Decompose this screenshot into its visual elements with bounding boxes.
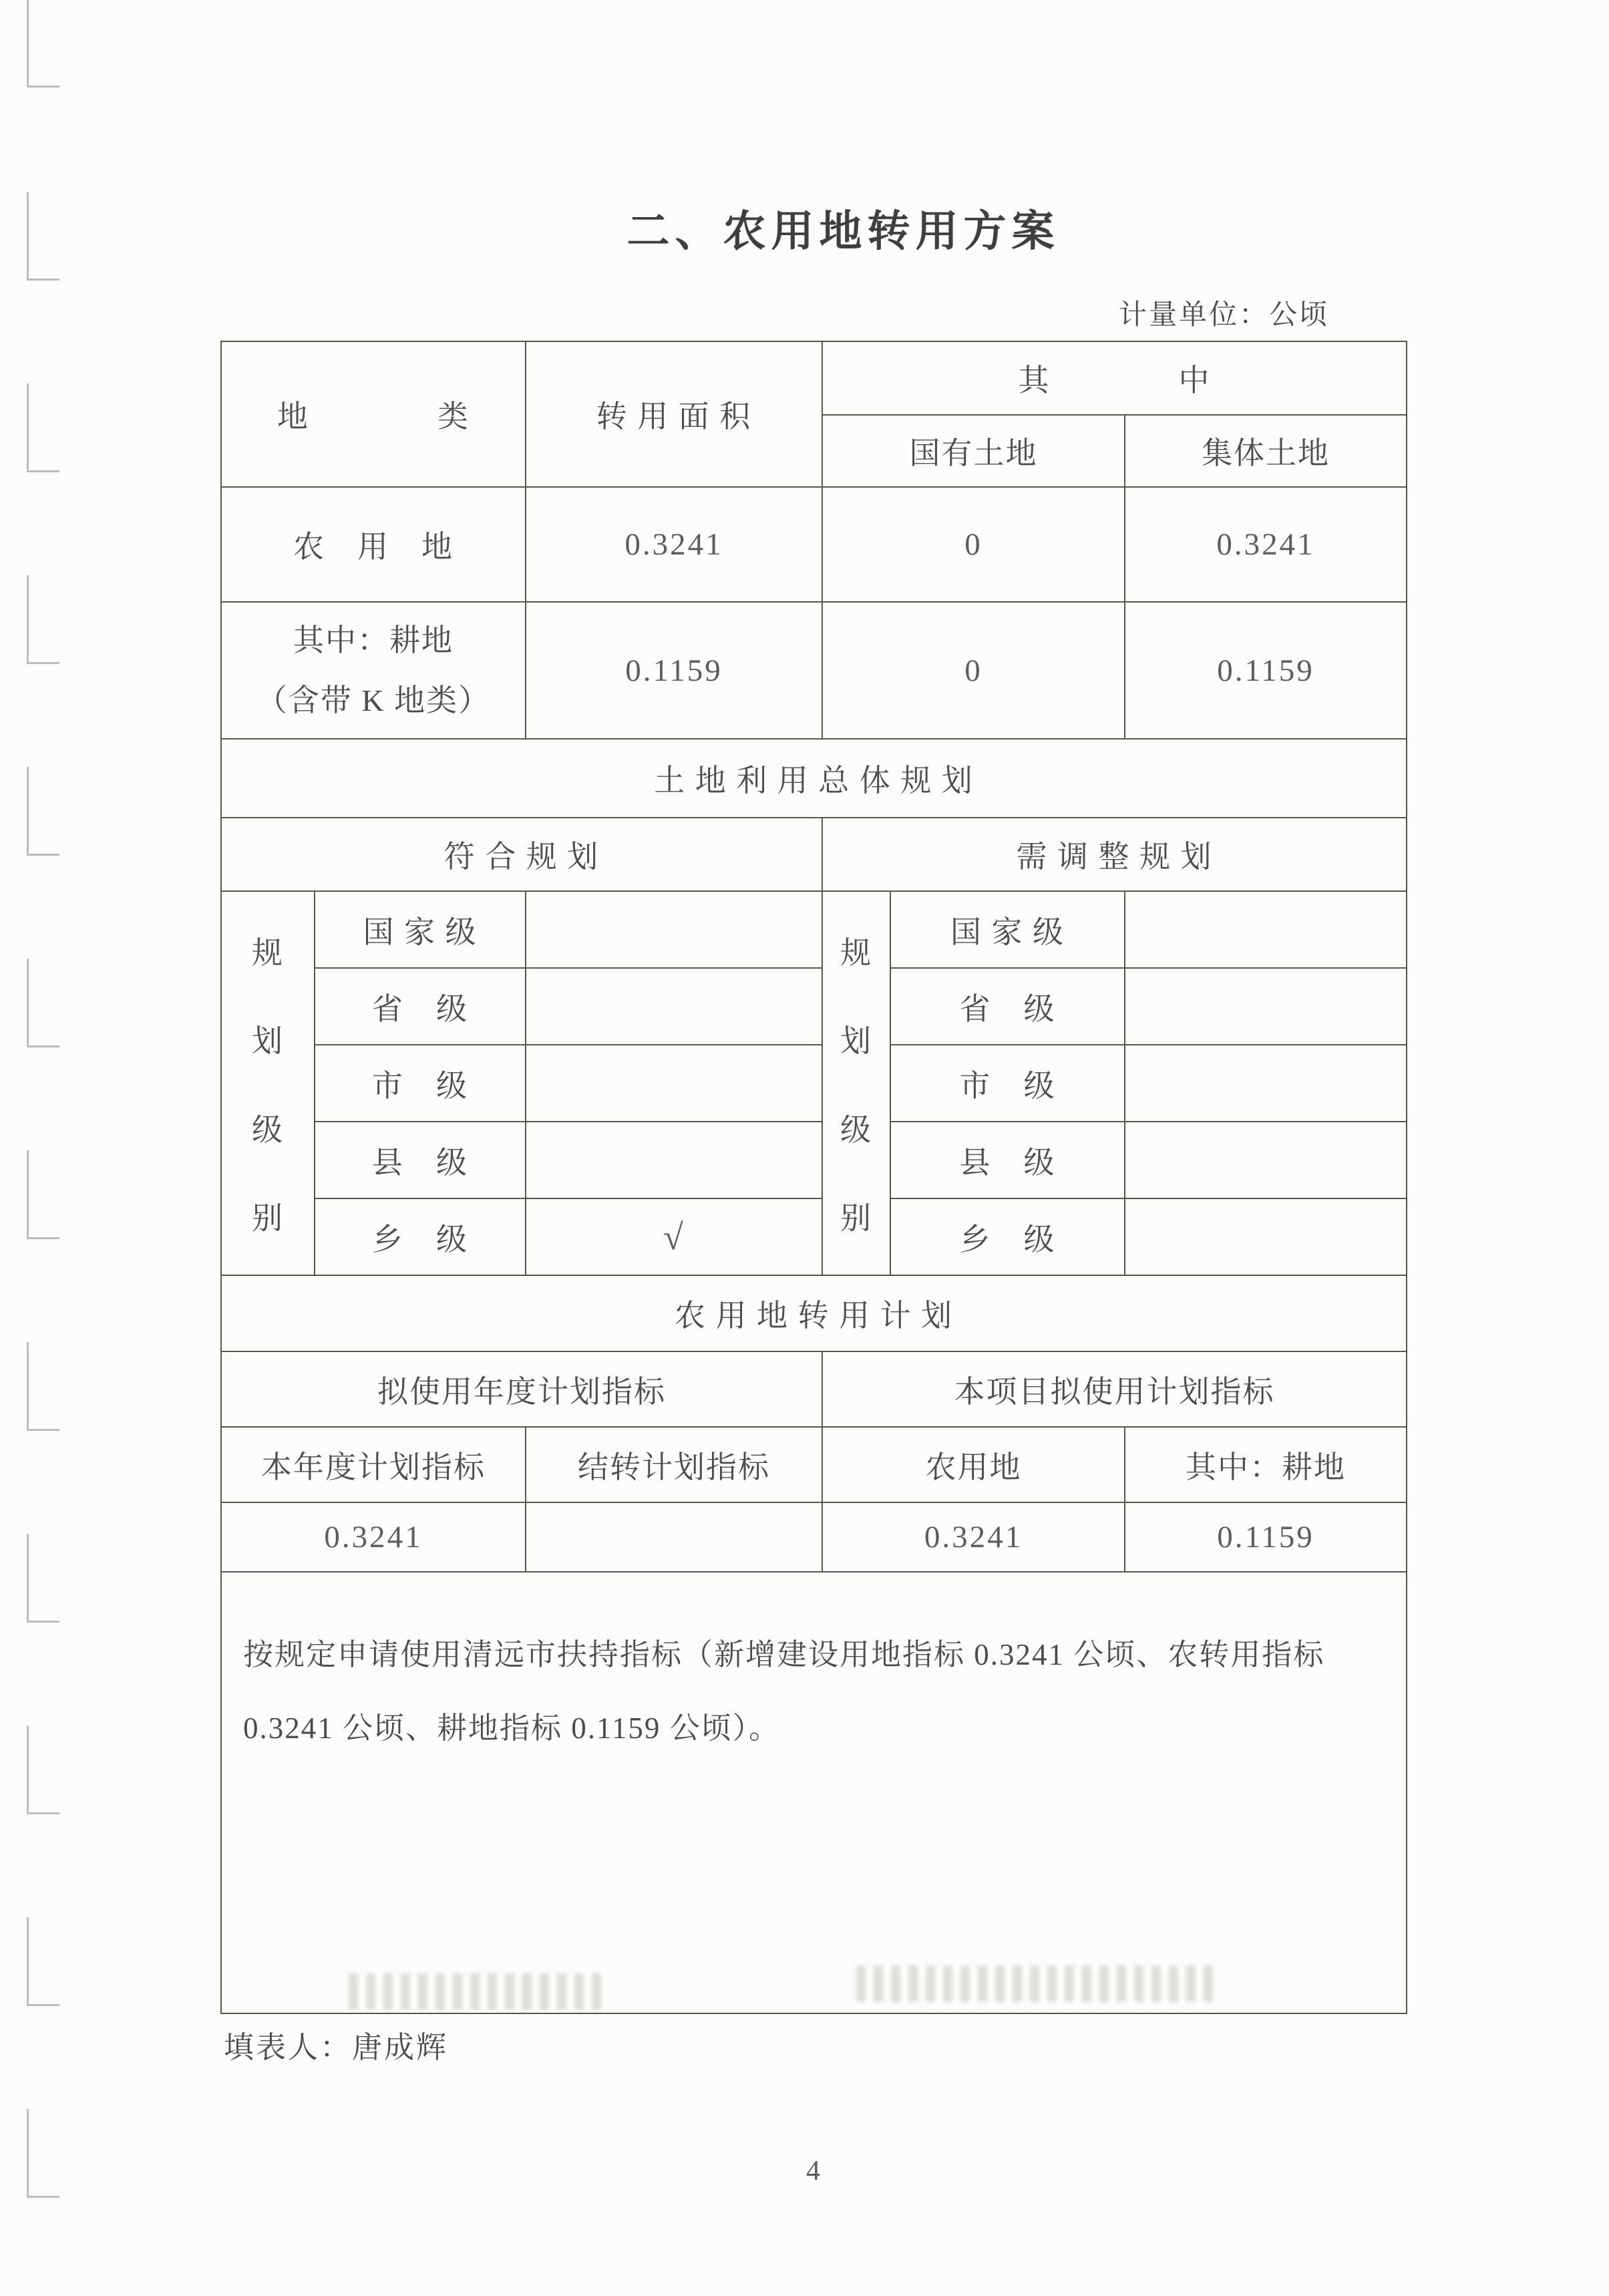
row-farmland-state: 0 [823,488,1125,603]
binding-mark [27,0,59,88]
plan-level-axis-right [823,892,891,1276]
level-province-left: 省 级 [315,969,526,1045]
level-township-left: 乡 级 [315,1199,526,1276]
level-city-right-value [1125,1045,1407,1122]
level-township-right-value [1125,1199,1407,1276]
binding-mark [27,1150,59,1239]
overall-plan-right-header: 需 调 整 规 划 [823,818,1407,892]
binding-mark [27,767,59,856]
level-province-left-value [526,969,823,1045]
level-province-right: 省 级 [891,969,1125,1045]
level-township-left-value: √ [526,1199,823,1276]
value-carryover-quota [526,1503,823,1573]
header-collective: 集体土地 [1125,416,1407,488]
row-farmland-label: 农 用 地 [222,488,526,603]
row-cultivated-label-line1: 其中：耕地 [293,623,454,657]
binding-mark [27,2109,59,2198]
conversion-plan-right-header: 本项目拟使用计划指标 [823,1352,1407,1428]
scan-artifact-left [349,1973,602,2010]
axis-char: 级 [840,1112,872,1147]
binding-mark [27,575,59,664]
axis-char: 划 [252,1024,284,1059]
level-city-right: 市 级 [891,1045,1125,1122]
level-national-right-value [1125,892,1407,969]
form-filler: 填表人：唐成辉 [224,2031,449,2064]
section-conversion-plan-title: 农 用 地 转 用 计 划 [222,1276,1407,1352]
row-cultivated-area: 0.1159 [526,603,823,740]
axis-char: 规 [252,936,284,970]
binding-mark [27,959,59,1047]
binding-mark [27,192,59,281]
subheader-cultivated: 其中：耕地 [1125,1428,1407,1503]
scan-artifact-right [856,1965,1217,2002]
subheader-carryover-quota: 结转计划指标 [526,1428,823,1503]
conversion-plan-left-header: 拟使用年度计划指标 [222,1352,823,1428]
header-conversion-area: 转 用 面 积 [526,342,823,488]
remark-line-2: 0.3241 公顷、耕地指标 0.1159 公顷）。 [243,1711,781,1745]
level-city-left: 市 级 [315,1045,526,1122]
value-cultivated: 0.1159 [1125,1503,1407,1573]
level-national-left-value [526,892,823,969]
remark-cell [222,1573,1407,2014]
axis-char: 级 [252,1112,284,1147]
unit-note: 计量单位：公顷 [1118,300,1329,331]
axis-char: 别 [840,1200,872,1235]
row-cultivated-label [222,603,526,740]
overall-plan-left-header: 符 合 规 划 [222,818,823,892]
subheader-annual-quota: 本年度计划指标 [222,1428,526,1503]
level-township-right: 乡 级 [891,1199,1125,1276]
land-conversion-table [220,341,1407,2014]
level-county-right-value [1125,1122,1407,1199]
page-title: 二、农用地转用方案 [627,208,1060,255]
level-county-left-value [526,1122,823,1199]
row-cultivated-label-line2: （含带 K 地类） [256,683,491,717]
level-county-left: 县 级 [315,1122,526,1199]
level-city-left-value [526,1045,823,1122]
section-overall-plan-title: 土 地 利 用 总 体 规 划 [222,740,1407,818]
row-farmland-collective: 0.3241 [1125,488,1407,603]
binding-mark [27,1342,59,1431]
header-land-type: 地 类 [222,342,526,488]
binding-mark [27,1917,59,2006]
level-national-left: 国 家 级 [315,892,526,969]
row-farmland-area: 0.3241 [526,488,823,603]
level-province-right-value [1125,969,1407,1045]
value-annual-quota: 0.3241 [222,1503,526,1573]
header-state-owned: 国有土地 [823,416,1125,488]
remark-line-1: 按规定申请使用清远市扶持指标（新增建设用地指标 0.3241 公顷、农转用指标 [243,1638,1325,1671]
header-of-which: 其 中 [823,342,1407,416]
axis-char: 别 [252,1200,284,1235]
binding-mark [27,1534,59,1623]
row-cultivated-collective: 0.1159 [1125,603,1407,740]
plan-level-axis-left [222,892,315,1276]
axis-char: 规 [840,936,872,970]
page-number: 4 [806,2156,820,2186]
row-cultivated-state: 0 [823,603,1125,740]
axis-char: 划 [840,1024,872,1059]
binding-mark [27,1726,59,1814]
subheader-farmland: 农用地 [823,1428,1125,1503]
binding-mark [27,383,59,472]
value-farmland: 0.3241 [823,1503,1125,1573]
level-county-right: 县 级 [891,1122,1125,1199]
level-national-right: 国 家 级 [891,892,1125,969]
